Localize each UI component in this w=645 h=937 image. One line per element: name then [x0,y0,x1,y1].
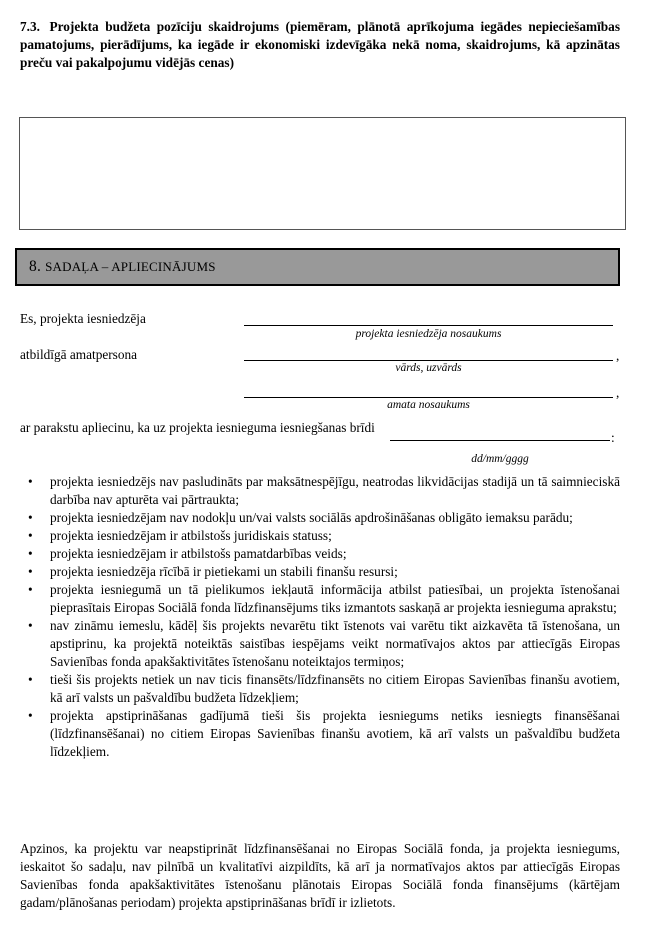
declaration-item-text: projekta iesniedzējam nav nodokļu un/vai valsts sociālās apdrošināšanas obligāto iemaksu parādu; [50,510,573,525]
declaration-item [20,581,620,617]
official-name-field[interactable] [244,360,613,361]
declaration-item [20,527,620,545]
signature-statement: ar parakstu apliecinu, ka uz projekta iesnieguma iesniegšanas brīdi [20,420,375,435]
budget-explanation-field[interactable] [19,117,626,230]
declaration-item [20,707,620,761]
official-position-caption: amata nosaukums [387,399,470,411]
section-8-header [15,248,620,286]
section-7-3-text: Projekta budžeta pozīciju skaidrojums (piemēram, plānotā aprīkojuma iegādes nepieciešamības pamatojums, pierādījums, ka iegāde ir ekonomiski izdevīgāka nekā noma, skaidrojums, kā apzinātas preču vai pakalpojumu vidējās cenas) [20,19,620,70]
bullet-icon: • [28,672,33,687]
official-position-comma: , [616,385,620,400]
applicant-name-caption: projekta iesniedzēja nosaukums [355,328,502,340]
declaration-item-text: projekta iesniedzēja rīcībā ir pietiekami un stabili finanšu resursi; [50,564,398,579]
submission-date-caption: dd/mm/gggg [471,453,529,465]
bullet-icon: • [28,618,33,633]
bullet-icon: • [28,708,33,723]
section-8-title [29,258,216,276]
declaration-item-text: projekta iesniedzējam ir atbilstošs juridiskais statuss; [50,528,332,543]
declaration-item-text: projekta apstiprināšanas gadījumā tieši šis projekta iesniegums netiks iesniegts finansēšanai (līdzfinansēšanai) no citiem Eiropas Savienības finanšu avotiem, kā arī valsts un pašvaldību budžeta līdzekļiem. [50,708,620,759]
declaration-item-text: nav zināmu iemeslu, kādēļ šis projekts nevarētu tikt īstenots vai varētu tikt aizkavēta tā īstenošana, un apstiprinu, ka projektā noteiktās saistības iespējams veikt normatīvajos aktos par attiecīgās Eiropas Savienības fonda apakšaktivitātes īstenošanu noteiktajos termiņos; [50,618,620,669]
declaration-list [20,473,620,761]
bullet-icon: • [28,474,33,489]
declaration-item-text: tieši šis projekts netiek un nav ticis finansēts/līdzfinansēts no citiem Eiropas Savienības finanšu avotiem, kā arī valsts un pašvaldību budžeta līdzekļiem; [50,672,620,705]
applicant-label: Es, projekta iesniedzēja [20,311,146,326]
official-name-comma: , [616,348,620,363]
official-label: atbildīgā amatpersona [20,347,138,362]
bullet-icon: • [28,510,33,525]
official-position-field[interactable] [244,397,613,398]
bullet-icon: • [28,528,33,543]
declaration-item [20,617,620,671]
applicant-name-field[interactable] [244,325,613,326]
declaration-item [20,563,620,581]
bullet-icon: • [28,582,33,597]
bullet-icon: • [28,546,33,561]
declaration-item-text: projekta iesniegumā un tā pielikumos iekļautā informācija atbilst patiesībai, un projekta īstenošanai pieprasītais Eiropas Sociālā fonda līdzfinansējums tiks izmantots saskaņā ar projekta iesnieguma aprakstu; [50,582,620,615]
declaration-item-text: projekta iesniedzējam ir atbilstošs pamatdarbības veids; [50,546,347,561]
submission-date-field[interactable] [390,440,610,441]
bullet-icon: • [28,564,33,579]
declaration-item [20,509,620,527]
declaration-item [20,545,620,563]
declaration-item-text: projekta iesniedzējs nav pasludināts par maksātnespējīgu, neatrodas likvidācijas stadijā un tā saimnieciskā darbība nav apturēta vai pārtraukta; [50,474,620,507]
section-8-title-text: SADAĻA – APLIECINĀJUMS [45,259,216,274]
section-8-number: 8. [29,258,42,275]
submission-date-colon: : [611,430,615,445]
declaration-item [20,473,620,509]
closing-paragraph: Apzinos, ka projektu var neapstiprināt līdzfinansēšanai no Eiropas Sociālā fonda, ja projekta iesniegums, ieskaitot šo sadaļu, nav pilnībā un kvalitatīvi aizpildīts, kā arī ja normatīvajos aktos par attiecīgās Eiropas Savienības fonda apakšaktivitātes īstenošanu plānotais Eiropas Sociālā fonda finansējums (kārtējam gadam/plānošanas periodam) projekta apstiprināšanas brīdī ir izlietots. [20,841,620,910]
declaration-item [20,671,620,707]
section-7-3-heading [20,18,620,72]
official-name-caption: vārds, uzvārds [395,362,462,374]
section-7-3-number: 7.3. [20,19,40,34]
